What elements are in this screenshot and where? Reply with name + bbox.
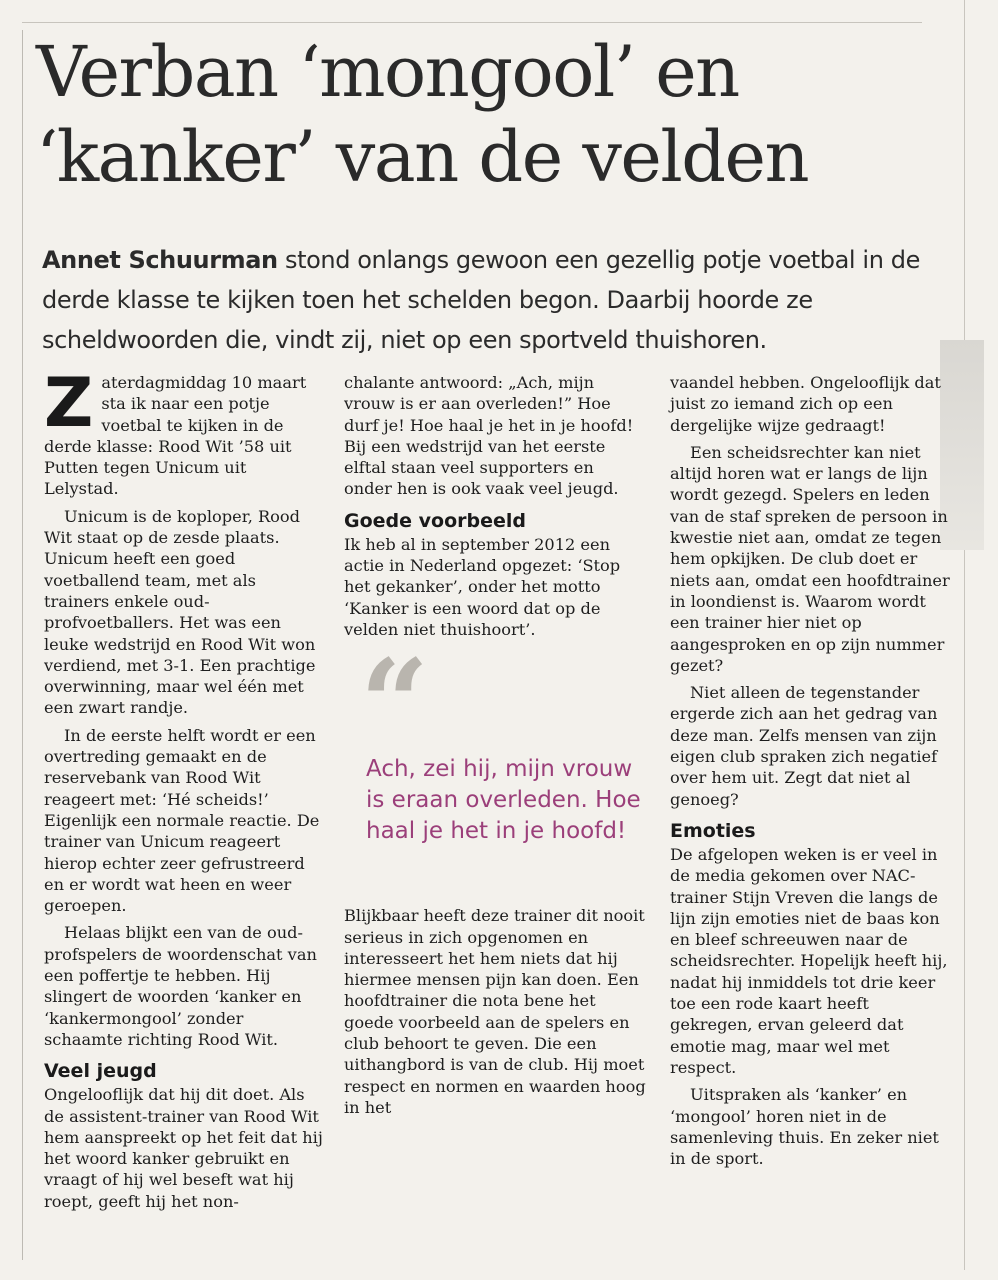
paragraph bbox=[44, 364, 324, 500]
paragraph: Een scheidsrechter kan niet altijd horen wat er langs de lijn wordt gezegd. Spelers en leden van de staf spreken de persoon in kwestie niet aan, omdat ze tegen hem opkijken. De club doet er niets aan, omdat een hoofdtrainer in loondienst is. Waarom wordt een trainer hier niet op aangesproken en op zijn nummer gezet? bbox=[670, 442, 950, 675]
left-rule bbox=[22, 30, 23, 1260]
headline-line-1: Verban ‘mongool’ en bbox=[36, 31, 739, 113]
paragraph: Helaas blijkt een van de oud-profspelers de woordenschat van een poffertje te hebben. Hij slingert de woorden ‘kanker en ‘kankermongool’ zonder schaamte richting Rood Wit. bbox=[44, 923, 317, 1049]
author-name: Annet Schuurman bbox=[42, 246, 278, 274]
paragraph: Ik heb al in september 2012 een actie in Nederland opgezet: ‘Stop het gekanker’, onder het motto ‘Kanker is een woord dat op de velden niet thuishoort’. bbox=[344, 534, 621, 639]
column-2 bbox=[344, 372, 646, 1124]
quote-mark-icon: “ bbox=[360, 633, 430, 775]
subheading: Veel jeugd bbox=[44, 1060, 157, 1083]
paragraph: Niet alleen de tegenstander ergerde zich aan het gedrag van deze man. Zelfs mensen van zijn eigen club spraken zich negatief over hem uit. Zegt dat niet al genoeg? bbox=[670, 683, 938, 809]
column-3 bbox=[670, 372, 952, 1175]
paragraph: Blijkbaar heeft deze trainer dit nooit serieus in zich opgenomen en interesseert het hem niets dat hij hiermee mensen pijn kan doen. Een hoofdtrainer die nota bene het goede voorbeeld aan de spelers en club behoort te geven. Die een uithangbord is van de club. Hij moet respect en normen en waarden hoog in het bbox=[344, 906, 646, 1117]
column-1 bbox=[44, 364, 324, 1218]
top-rule bbox=[22, 22, 922, 23]
paragraph: chalante antwoord: „Ach, mijn vrouw is er aan overleden!” Hoe durf je! Hoe haal je het in je hoofd! Bij een wedstrijd van het eerste elftal staan veel supporters en onder hen is ook vaak veel jeugd. bbox=[344, 373, 634, 499]
intro-lead bbox=[42, 240, 942, 360]
pull-quote: Ach, zei hij, mijn vrouw is eraan overleden. Hoe haal je het in je hoofd! bbox=[366, 756, 641, 845]
paragraph: Unicum is de koploper, Rood Wit staat op de zesde plaats. Unicum heeft een goed voetballend team, met als trainers enkele oud-profvoetballers. Het was een leuke wedstrijd en Rood Wit won verdiend, met 3-1. Een prachtige overwinning, maar wel één met een zwart randje. bbox=[44, 506, 316, 718]
headline bbox=[36, 30, 946, 200]
paragraph: vaandel hebben. Ongelooflijk dat juist zo iemand zich op een dergelijke wijze gedraagt! bbox=[670, 373, 941, 435]
subheading: Emoties bbox=[670, 819, 756, 842]
right-rule bbox=[964, 0, 965, 1270]
paragraph: Uitspraken als ‘kanker’ en ‘mongool’ horen niet in de samenleving thuis. En zeker niet in de sport. bbox=[670, 1085, 939, 1169]
paragraph-text: aterdagmiddag 10 maart sta ik naar een potje voetbal te kijken in de derde klasse: Rood Wit ’58 uit Putten tegen Unicum uit Lelystad. bbox=[44, 373, 307, 499]
headline-line-2: ‘kanker’ van de velden bbox=[36, 116, 809, 198]
paragraph: Ongelooflijk dat hij dit doet. Als de assistent-trainer van Rood Wit hem aanspreekt op het feit dat hij het woord kanker gebruikt en vraagt of hij wel beseft wat hij roept, geeft hij het non- bbox=[44, 1085, 323, 1211]
intro-text: stond onlangs gewoon een gezellig potje voetbal in de derde klasse te kijken toen het schelden begon. Daarbij hoorde ze scheldwoorden die, vindt zij, niet op een sportveld thuishoren. bbox=[42, 246, 920, 354]
paragraph: In de eerste helft wordt er een overtreding gemaakt en de reservebank van Rood Wit reageert met: ‘Hé scheids!’ Eigenlijk een normale reactie. De trainer van Unicum reageert hierop echter zeer gefrustreerd en er wordt wat heen en weer geroepen. bbox=[44, 725, 320, 916]
subheading: Goede voorbeeld bbox=[344, 509, 526, 532]
paragraph: De afgelopen weken is er veel in de media gekomen over NAC-trainer Stijn Vreven die langs de lijn zijn emoties niet de baas kon en bleef schreeuwen naar de scheidsrechter. Hopelijk heeft hij, nadat hij inmiddels tot drie keer toe een rode kaart heeft gekregen, ervan geleerd dat emotie mag, maar wel met respect. bbox=[670, 844, 948, 1077]
drop-cap: Z bbox=[44, 364, 94, 443]
